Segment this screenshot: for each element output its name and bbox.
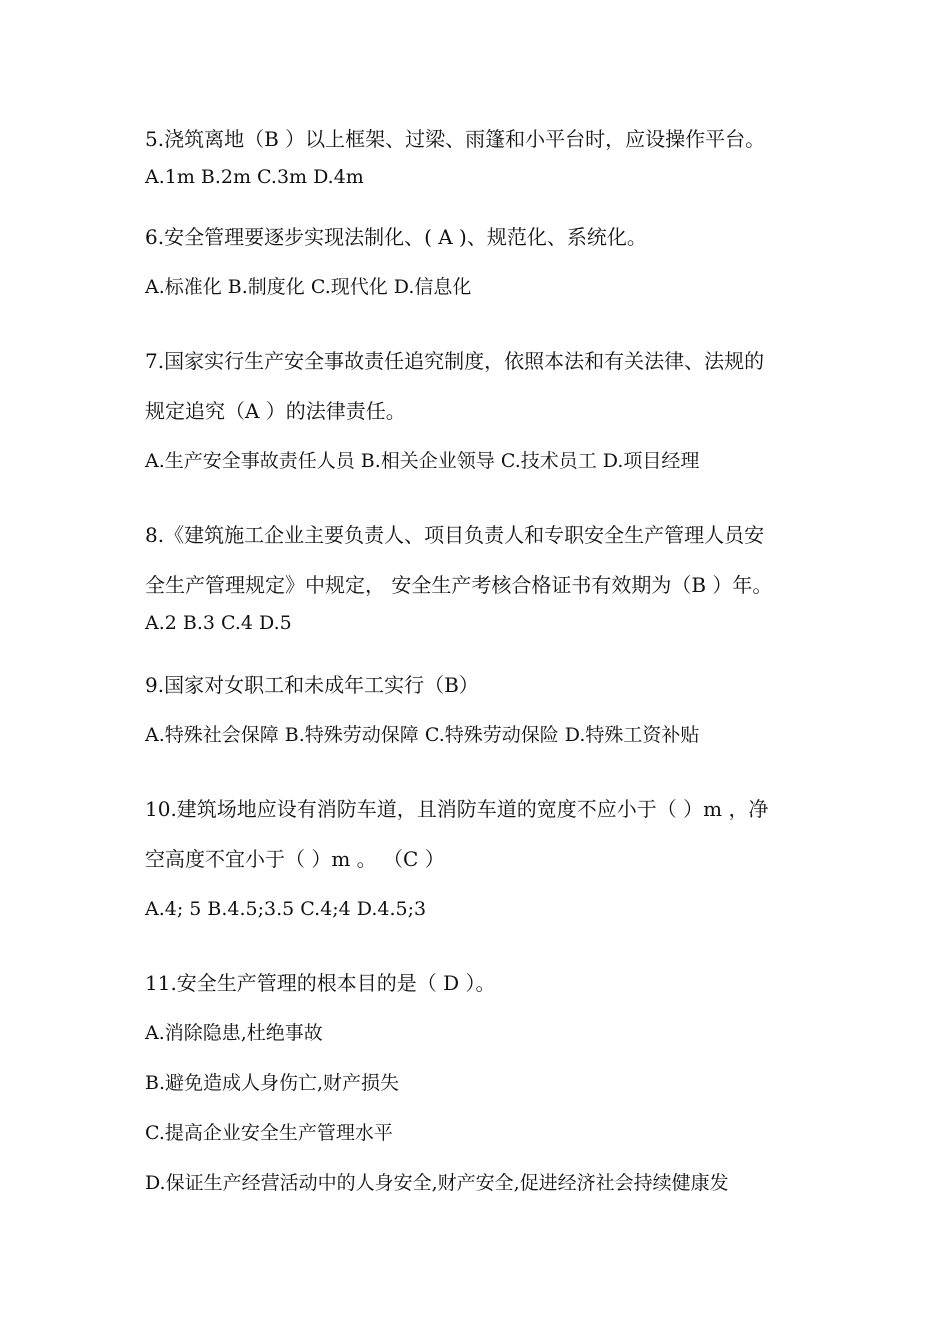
question-11-option-b: B.避免造成人身伤亡,财产损失 bbox=[145, 1072, 400, 1094]
question-8-stem-line-2: 全生产管理规定》中规定， 安全生产考核合格证书有效期为（B ）年。 bbox=[145, 573, 773, 597]
question-11-option-c: C.提高企业安全生产管理水平 bbox=[145, 1122, 393, 1144]
question-6-stem: 6.安全管理要逐步实现法制化、( A )、规范化、系统化。 bbox=[145, 225, 647, 249]
question-11-option-d: D.保证生产经营活动中的人身安全,财产安全,促进经济社会持续健康发 bbox=[145, 1172, 729, 1194]
question-7-options: A.生产安全事故责任人员 B.相关企业领导 C.技术员工 D.项目经理 bbox=[145, 450, 700, 472]
question-7-stem-line-1: 7.国家实行生产安全事故责任追究制度，依照本法和有关法律、法规的 bbox=[145, 349, 765, 373]
question-5-options: A.1m B.2m C.3m D.4m bbox=[145, 166, 364, 188]
question-9-stem: 9.国家对女职工和未成年工实行（B） bbox=[145, 673, 479, 697]
question-8-stem-line-1: 8.《建筑施工企业主要负责人、项目负责人和专职安全生产管理人员安 bbox=[145, 523, 765, 547]
question-8-options: A.2 B.3 C.4 D.5 bbox=[145, 612, 292, 634]
question-6-options: A.标准化 B.制度化 C.现代化 D.信息化 bbox=[145, 276, 472, 298]
question-5-stem: 5.浇筑离地（B ）以上框架、过梁、雨篷和小平台时，应设操作平台。 bbox=[145, 127, 766, 151]
question-11-stem: 11.安全生产管理的根本目的是（ D ）。 bbox=[145, 971, 496, 995]
question-10-stem-line-2: 空高度不宜小于（ ）m 。 （C ） bbox=[145, 847, 445, 871]
question-10-options: A.4; 5 B.4.5;3.5 C.4;4 D.4.5;3 bbox=[145, 898, 427, 920]
question-10-stem-line-1: 10.建筑场地应设有消防车道，且消防车道的宽度不应小于（ ）m ，净 bbox=[145, 797, 769, 821]
question-11-option-a: A.消除隐患,杜绝事故 bbox=[145, 1022, 323, 1044]
question-9-options: A.特殊社会保障 B.特殊劳动保障 C.特殊劳动保险 D.特殊工资补贴 bbox=[145, 724, 700, 746]
question-7-stem-line-2: 规定追究（A ）的法律责任。 bbox=[145, 399, 406, 423]
